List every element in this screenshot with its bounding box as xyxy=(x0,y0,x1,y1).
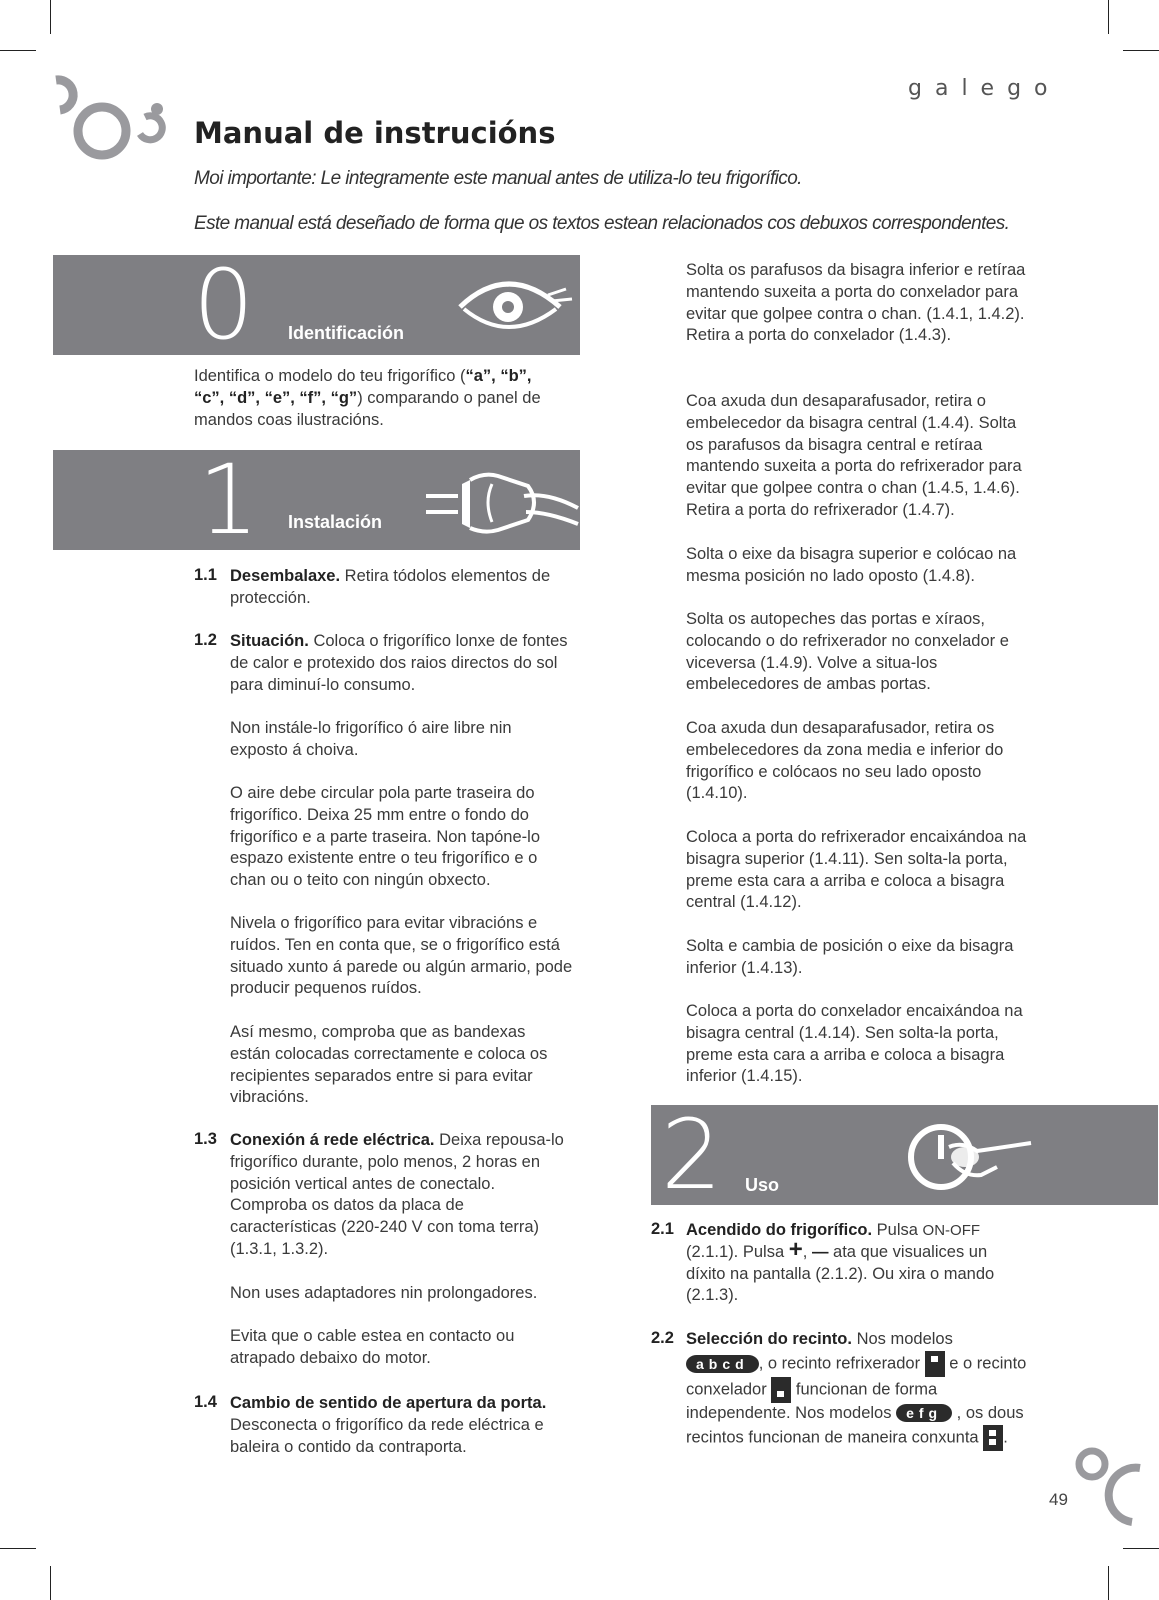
item-text: Coloca o frigorífico lonxe de fontes de calor e protexido dos raios directos do sol para diminuí-lo consumo. xyxy=(230,632,568,694)
item-seleccion-recinto xyxy=(686,1329,1031,1451)
section-number: 2 xyxy=(661,1105,723,1205)
item-number: 1.2 xyxy=(194,631,217,649)
model-letters: “a”, “b”, xyxy=(465,367,532,385)
identification-text xyxy=(194,366,574,431)
item-title: Situación. xyxy=(230,632,309,650)
text-fragment: ) comparando o panel de xyxy=(357,388,541,407)
item-text: Desconecta o frigorífico da rede eléctrica e baleira o contido da contraporta. xyxy=(230,1415,544,1456)
text-fragment: (2.1.1). Pulsa xyxy=(686,1242,785,1261)
item-title: Acendido do frigorífico. xyxy=(686,1221,873,1239)
item-situacion xyxy=(230,631,585,696)
section-band-identification xyxy=(53,255,580,355)
section-number: 1 xyxy=(198,450,260,550)
section-band-usage xyxy=(651,1105,1158,1205)
item-acendido xyxy=(686,1220,1026,1307)
paragraph: Así mesmo, comproba que as bandexas están colocadas correctamente e coloca os recipientes separados entre si para evitar vibracións. xyxy=(230,1023,548,1107)
paragraph: Solta e cambia de posición o eixe da bisagra inferior (1.4.13). xyxy=(686,937,1014,977)
text-fragment: mandos coas ilustracións. xyxy=(194,410,384,429)
freezer-compartment-icon xyxy=(771,1377,791,1403)
text-fragment: , o recinto refrixerador xyxy=(758,1354,921,1373)
brand-logo-icon xyxy=(40,72,170,172)
paragraph: Non uses adaptadores nin prolongadores. xyxy=(230,1284,538,1302)
plus-icon: + xyxy=(788,1235,803,1263)
section-name: Instalación xyxy=(288,512,383,532)
page-number: 49 xyxy=(1049,1490,1068,1509)
page-title: Manual de instrucións xyxy=(194,116,556,150)
intro-note: Este manual está deseñado de forma que os textos estean relacionados cos debuxos correspondentes. xyxy=(194,213,1010,234)
language-label: galego xyxy=(908,76,1061,101)
crop-mark xyxy=(0,50,36,51)
plug-icon xyxy=(418,462,580,542)
on-off-label: ON-OFF xyxy=(922,1222,981,1239)
text-fragment: ata que visualices un díxito na pantalla (2.1.2). Ou xira o mando (2.1.3). xyxy=(686,1242,995,1305)
crop-mark xyxy=(1108,0,1109,34)
item-number: 1.1 xyxy=(194,566,217,584)
eye-icon xyxy=(448,265,578,345)
model-badge-efg: efg xyxy=(896,1404,952,1422)
intro-warning: Moi importante: Le integramente este manual antes de utiliza-lo teu frigorífico. xyxy=(194,168,802,189)
text-fragment: Nos modelos xyxy=(856,1330,953,1348)
paragraph: O aire debe circular pola parte traseira do frigorífico. Deixa 25 mm entre o fondo do frigorífico e a parte traseira. Non tapóne-lo espazo existente entre o teu frigorífico e o chan ou o teito con ningún obxecto. xyxy=(230,784,540,890)
item-conexion xyxy=(230,1130,570,1261)
paragraph: Nivela o frigorífico para evitar vibracións e ruídos. Ten en conta que, se o frigorífico está situado xunto á parede ou algún armario, pode producir pequenos ruídos. xyxy=(230,914,573,998)
brand-logo-small-icon xyxy=(1070,1440,1150,1530)
crop-mark xyxy=(1123,1548,1159,1549)
item-number: 1.3 xyxy=(194,1130,217,1148)
paragraph: Coa axuda dun desaparafusador, retira os embelecedores da zona media e inferior do frigorífico e colócaos no seu lado oposto (1.4.10). xyxy=(686,719,1004,803)
item-text: Deixa repousa-lo frigorífico durante, polo menos, 2 horas en posición vertical antes de conectalo. Comproba os datos da placa de características (220-240 V con toma terra) (1.3.1, 1.3.2). xyxy=(230,1131,564,1258)
item-cambio-porta xyxy=(230,1393,580,1458)
paragraph: Coloca a porta do refrixerador encaixándoa na bisagra superior (1.4.11). Sen solta-la porta, preme esta cara a arriba e coloca a bisagra central (1.4.12). xyxy=(686,828,1027,912)
text-fragment: e o recinto conxelador xyxy=(686,1354,1027,1399)
item-title: Conexión á rede eléctrica. xyxy=(230,1131,435,1149)
paragraph: Solta os autopeches das portas e xíraos, colocando o do refrixerador no conxelador e viceversa (1.4.9). Volve a situa-los embelecedores de ambas portas. xyxy=(686,610,1009,694)
section-name: Uso xyxy=(745,1175,780,1195)
crop-mark xyxy=(50,1566,51,1600)
item-title: Cambio de sentido de apertura da porta. xyxy=(230,1394,547,1412)
power-button-icon xyxy=(901,1117,1041,1197)
model-badge-abcd: abcd xyxy=(686,1355,759,1373)
text-fragment: Identifica o modelo do teu frigorífico ( xyxy=(194,367,466,385)
paragraph: Coa axuda dun desaparafusador, retira o embelecedor da bisagra central (1.4.4). Solta os parafusos da bisagra central e retíraa mantendo suxeita a porta do refrixerador para evitar que golpee contra o chan (1.4.5, 1.4.6). Retira a porta do refrixerador (1.4.7). xyxy=(686,392,1022,519)
text-fragment: , os dous recintos funcionan de maneira conxunta xyxy=(686,1403,1024,1446)
combined-compartment-icon xyxy=(983,1425,1003,1451)
section-name: Identificación xyxy=(288,323,405,343)
paragraph: Solta os parafusos da bisagra inferior e retíraa mantendo suxeita a porta do conxelador para evitar que golpee contra o chan. (1.4.1, 1.4.2). Retira a porta do conxelador (1.4.3). xyxy=(686,261,1026,345)
fridge-compartment-icon xyxy=(925,1351,945,1377)
crop-mark xyxy=(50,0,51,34)
crop-mark xyxy=(0,1548,36,1549)
item-desembalaxe xyxy=(230,566,580,610)
item-number: 1.4 xyxy=(194,1393,217,1411)
text-fragment: , xyxy=(802,1242,808,1261)
text-fragment: Pulsa xyxy=(876,1221,918,1239)
item-title: Selección do recinto. xyxy=(686,1330,852,1348)
item-text: Retira tódolos elementos de protección. xyxy=(230,567,551,607)
crop-mark xyxy=(1123,50,1159,51)
item-number: 2.1 xyxy=(651,1220,674,1238)
crop-mark xyxy=(1108,1566,1109,1600)
item-title: Desembalaxe. xyxy=(230,567,341,585)
paragraph: Solta o eixe da bisagra superior e colócao na mesma posición no lado oposto (1.4.8). xyxy=(686,545,1017,585)
paragraph: Coloca a porta do conxelador encaixándoa na bisagra central (1.4.14). Sen solta-la porta, preme esta cara a arriba e coloca a bisagra inferior (1.4.15). xyxy=(686,1002,1023,1086)
item-number: 2.2 xyxy=(651,1329,674,1347)
section-band-installation xyxy=(53,450,580,550)
section-number: 0 xyxy=(193,255,255,355)
paragraph: Non instále-lo frigorífico ó aire libre nin exposto á choiva. xyxy=(230,719,512,759)
paragraph: Evita que o cable estea en contacto ou atrapado debaixo do motor. xyxy=(230,1327,515,1367)
text-fragment: . xyxy=(1003,1427,1008,1446)
text-fragment: funcionan de forma independente. Nos modelos xyxy=(686,1380,938,1422)
model-letters: “c”, “d”, “e”, “f”, “g” xyxy=(194,388,358,407)
minus-icon: — xyxy=(811,1242,829,1261)
